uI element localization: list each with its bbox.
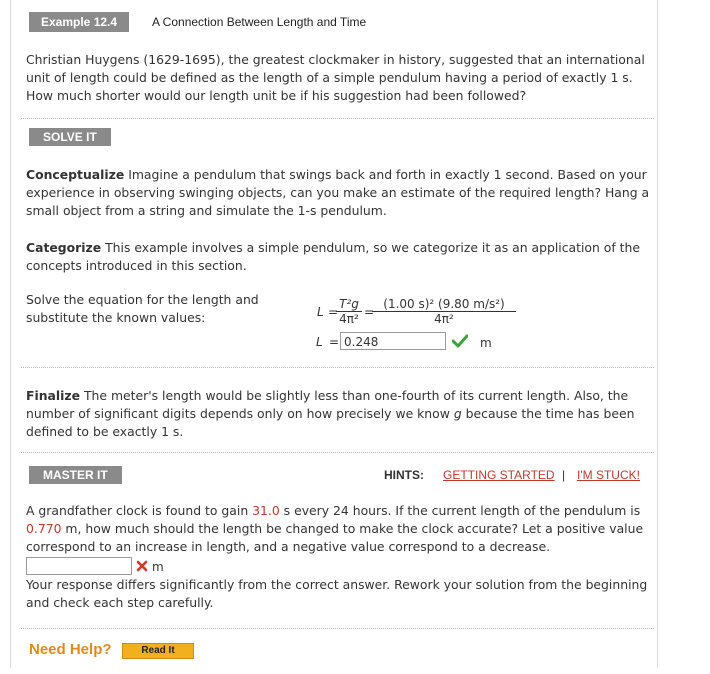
fraction-2-numerator: (1.00 s)² (9.80 m/s²) xyxy=(372,297,516,312)
example-title: A Connection Between Length and Time xyxy=(152,15,367,29)
example-badge: Example 12.4 xyxy=(29,12,129,32)
hints-label: HINTS: xyxy=(384,468,424,482)
equation-equals-2: = xyxy=(364,305,375,319)
intro-text: Christian Huygens (1629-1695), the greatest clockmaker in history, suggested that an international unit of length could be defined as the length of a simple pendulum having a period of exactly 1 s. How much shorter would our length unit be if his suggestion had been followed? xyxy=(26,52,645,104)
conceptualize-paragraph xyxy=(26,166,654,221)
equation-equals-1: = xyxy=(328,305,339,319)
problem-text-2: s every 24 hours. If the current length of the pendulum is xyxy=(279,503,641,518)
fraction-1 xyxy=(336,297,362,326)
fraction-1-denominator: 4π² xyxy=(339,312,359,326)
problem-text-3: m, how much should the length be changed to make the clock accurate? Let a positive value correspond to an increase in length, and a negative value correspond to a decrease. xyxy=(26,521,644,555)
problem-text-1: A grandfather clock is found to gain xyxy=(26,503,253,518)
fraction-2-denominator: 4π² xyxy=(434,312,454,326)
read-it-button[interactable]: Read It xyxy=(122,643,194,659)
hints-separator: | xyxy=(562,468,566,482)
hint-stuck-link[interactable]: I'M STUCK! xyxy=(577,468,640,482)
feedback-text: Your response differs significantly from the correct answer. Rework your solution from the beginning and check each step carefully. xyxy=(26,577,648,611)
hint-getting-started-link[interactable]: GETTING STARTED xyxy=(443,468,555,482)
solve-it-badge: SOLVE IT xyxy=(29,128,111,146)
fraction-2 xyxy=(372,297,516,326)
answer-label: L xyxy=(316,335,323,349)
hint-getting-started-wrap xyxy=(443,468,555,482)
need-help-label: Need Help? xyxy=(29,641,112,658)
divider xyxy=(21,452,654,453)
check-icon xyxy=(452,334,468,348)
master-problem-text xyxy=(26,502,654,557)
finalize-term: Finalize xyxy=(26,388,81,403)
finalize-paragraph xyxy=(26,387,654,442)
finalize-text-1: The meter's length would be slightly less than one-fourth of its current length. Also, the number of significant digits depends only on how precisely we know xyxy=(26,388,629,422)
wrong-x-icon xyxy=(136,560,148,572)
categorize-term: Categorize xyxy=(26,240,102,255)
conceptualize-text: Imagine a pendulum that swings back and forth in exactly 1 second. Based on your experience in observing swinging objects, can you make an estimate of the required length? Hang a small object from a string and simulate the 1-s pendulum. xyxy=(26,167,650,219)
length-change-input[interactable] xyxy=(26,557,132,575)
solve-step-text: Solve the equation for the length and substitute the known values: xyxy=(26,292,259,326)
divider xyxy=(21,367,654,368)
fraction-1-numerator: T²g xyxy=(336,297,362,312)
divider xyxy=(21,118,654,119)
conceptualize-term: Conceptualize xyxy=(26,167,125,182)
length-answer-input[interactable]: 0.248 xyxy=(340,332,446,350)
equation-lhs: L xyxy=(317,305,324,319)
finalize-g: g xyxy=(453,406,462,422)
hint-stuck-wrap xyxy=(577,468,640,482)
length-value: 0.770 xyxy=(26,521,62,537)
divider xyxy=(21,628,654,629)
answer-unit: m xyxy=(480,336,492,350)
answer-equals: = xyxy=(329,335,340,349)
master-answer-unit: m xyxy=(152,560,164,574)
master-it-badge: MASTER IT xyxy=(29,466,122,484)
categorize-text: This example involves a simple pendulum, so we categorize it as an application of the concepts introduced in this section. xyxy=(26,240,640,274)
finalize-text-2: because the time has been defined to be exactly 1 s. xyxy=(26,406,635,440)
gain-value: 31.0 xyxy=(252,503,280,518)
categorize-paragraph xyxy=(26,239,654,275)
